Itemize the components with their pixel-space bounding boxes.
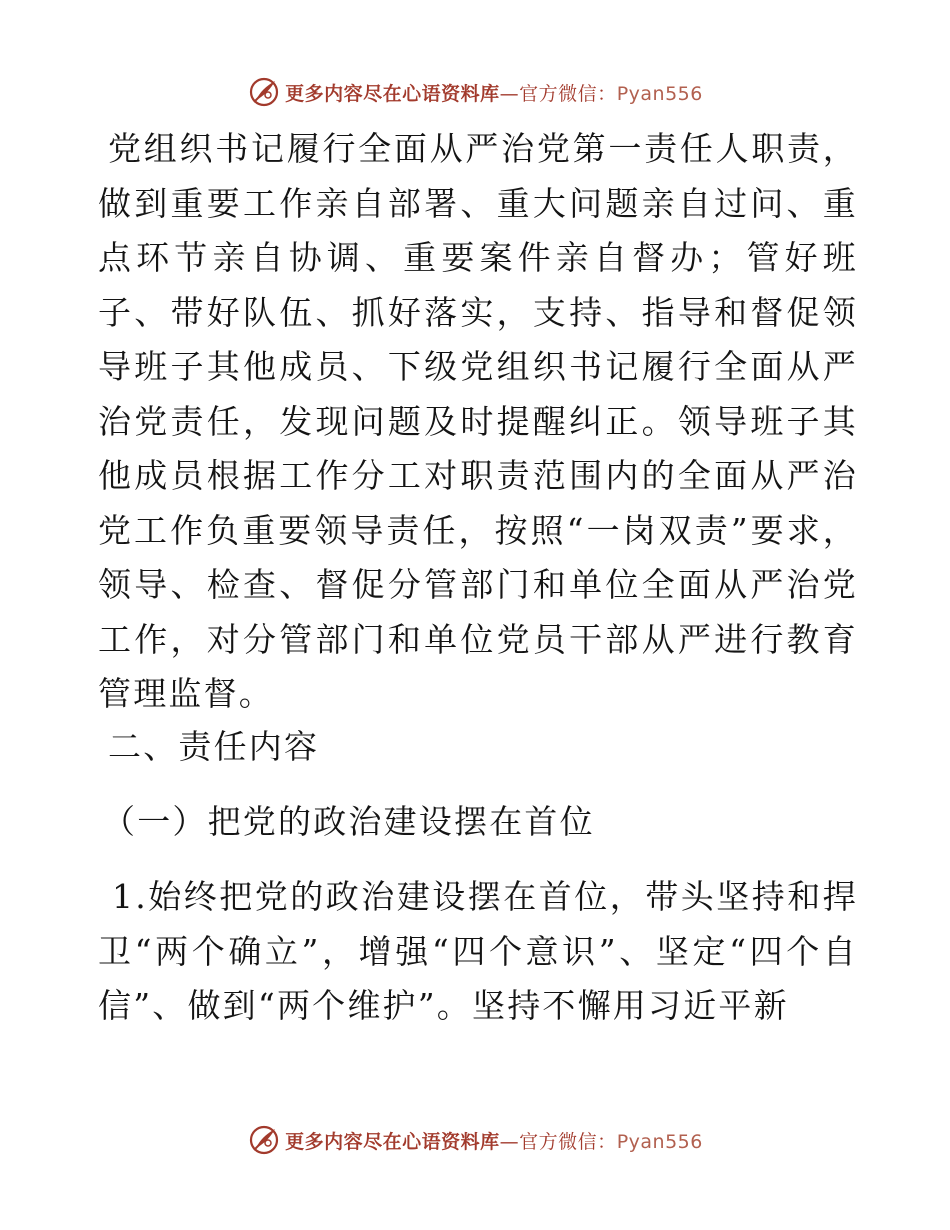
document-body [98,122,858,722]
watermark-brand: 更多内容尽在心语资料库 [285,82,500,105]
watermark-wechat-id: Pyan556 [616,1130,703,1153]
quill-logo-icon [247,1123,281,1157]
section-heading: 二、责任内容 [108,727,320,766]
watermark-text [285,79,703,106]
watermark-header [0,72,950,112]
watermark-wechat-id: Pyan556 [616,82,703,105]
paragraph-responsibilities: 党组织书记履行全面从严治党第一责任人职责，做到重要工作亲自部署、重大问题亲自过问、重点环节亲自协调、重要案件亲自督办；管好班子、带好队伍、抓好落实，支持、指导和督促领导班子其他成员、下级党组织书记履行全面从严治党责任，发现问题及时提醒纠正。领导班子其他成员根据工作分工对职责范围内的全面从严治党工作负重要领导责任，按照“一岗双责”要求，领导、检查、督促分管部门和单位全面从严治党工作，对分管部门和单位党员干部从严进行教育管理监督。 [98,129,858,713]
watermark-text [285,1127,703,1154]
watermark-footer [0,1120,950,1160]
paragraph-item-1: 1.始终把党的政治建设摆在首位，带头坚持和捍卫“两个确立”，增强“四个意识”、坚定“四个自信”、做到“两个维护”。坚持不懈用习近平新 [98,877,858,1025]
watermark-label: 官方微信： [519,1130,617,1153]
watermark-brand: 更多内容尽在心语资料库 [285,1130,500,1153]
subsection-heading: （一）把党的政治建设摆在首位 [102,802,595,841]
watermark-separator: — [499,1130,520,1153]
watermark-separator: — [499,82,520,105]
watermark-label: 官方微信： [519,82,617,105]
quill-logo-icon [247,75,281,109]
